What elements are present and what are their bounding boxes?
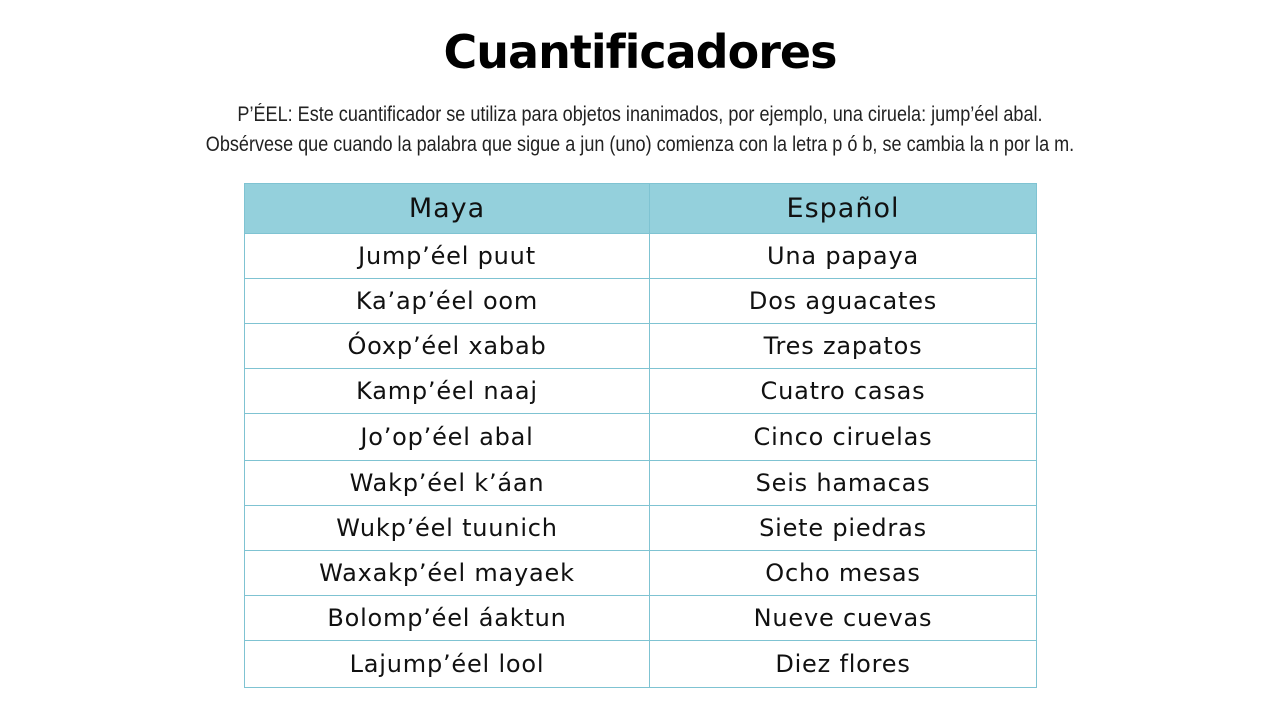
- espanol-cell: Cinco ciruelas: [650, 414, 1037, 461]
- espanol-cell: Seis hamacas: [650, 461, 1037, 506]
- maya-cell: Wukp’éel tuunich: [245, 506, 650, 551]
- maya-cell: Kamp’éel naaj: [245, 369, 650, 414]
- espanol-cell: Nueve cuevas: [650, 596, 1037, 641]
- intro-line-1: P’ÉEL: Este cuantificador se utiliza para objetos inanimados, por ejemplo, una ciruela: jump’éel abal.: [237, 103, 1043, 126]
- espanol-cell: Dos aguacates: [650, 279, 1037, 324]
- quantifiers-table: [244, 183, 1037, 688]
- intro-line-2: Obsérvese que cuando la palabra que sigue a jun (uno) comienza con la letra p ó b, se cambia la n por la m.: [205, 133, 1075, 156]
- table-row: [245, 551, 1037, 596]
- table-row: [245, 641, 1037, 688]
- column-header-espanol: Español: [650, 184, 1037, 234]
- maya-cell: Jump’éel puut: [245, 234, 650, 279]
- espanol-cell: Ocho mesas: [650, 551, 1037, 596]
- table-row: [245, 369, 1037, 414]
- page-title: Cuantificadores: [443, 25, 837, 79]
- maya-cell: Waxakp’éel mayaek: [245, 551, 650, 596]
- maya-cell: Jo’op’éel abal: [245, 414, 650, 461]
- table-row: [245, 506, 1037, 551]
- column-header-maya: Maya: [245, 184, 650, 234]
- maya-cell: Bolomp’éel áaktun: [245, 596, 650, 641]
- espanol-cell: Tres zapatos: [650, 324, 1037, 369]
- espanol-cell: Diez flores: [650, 641, 1037, 688]
- table-row: [245, 279, 1037, 324]
- espanol-cell: Una papaya: [650, 234, 1037, 279]
- espanol-cell: Cuatro casas: [650, 369, 1037, 414]
- table-row: [245, 324, 1037, 369]
- table-row: [245, 234, 1037, 279]
- table-row: [245, 414, 1037, 461]
- table-header-row: [245, 184, 1037, 234]
- maya-cell: Ka’ap’éel oom: [245, 279, 650, 324]
- table-row: [245, 596, 1037, 641]
- espanol-cell: Siete piedras: [650, 506, 1037, 551]
- maya-cell: Óoxp’éel xabab: [245, 324, 650, 369]
- intro-text: [90, 100, 1191, 160]
- maya-cell: Wakp’éel k’áan: [245, 461, 650, 506]
- maya-cell: Lajump’éel lool: [245, 641, 650, 688]
- table-row: [245, 461, 1037, 506]
